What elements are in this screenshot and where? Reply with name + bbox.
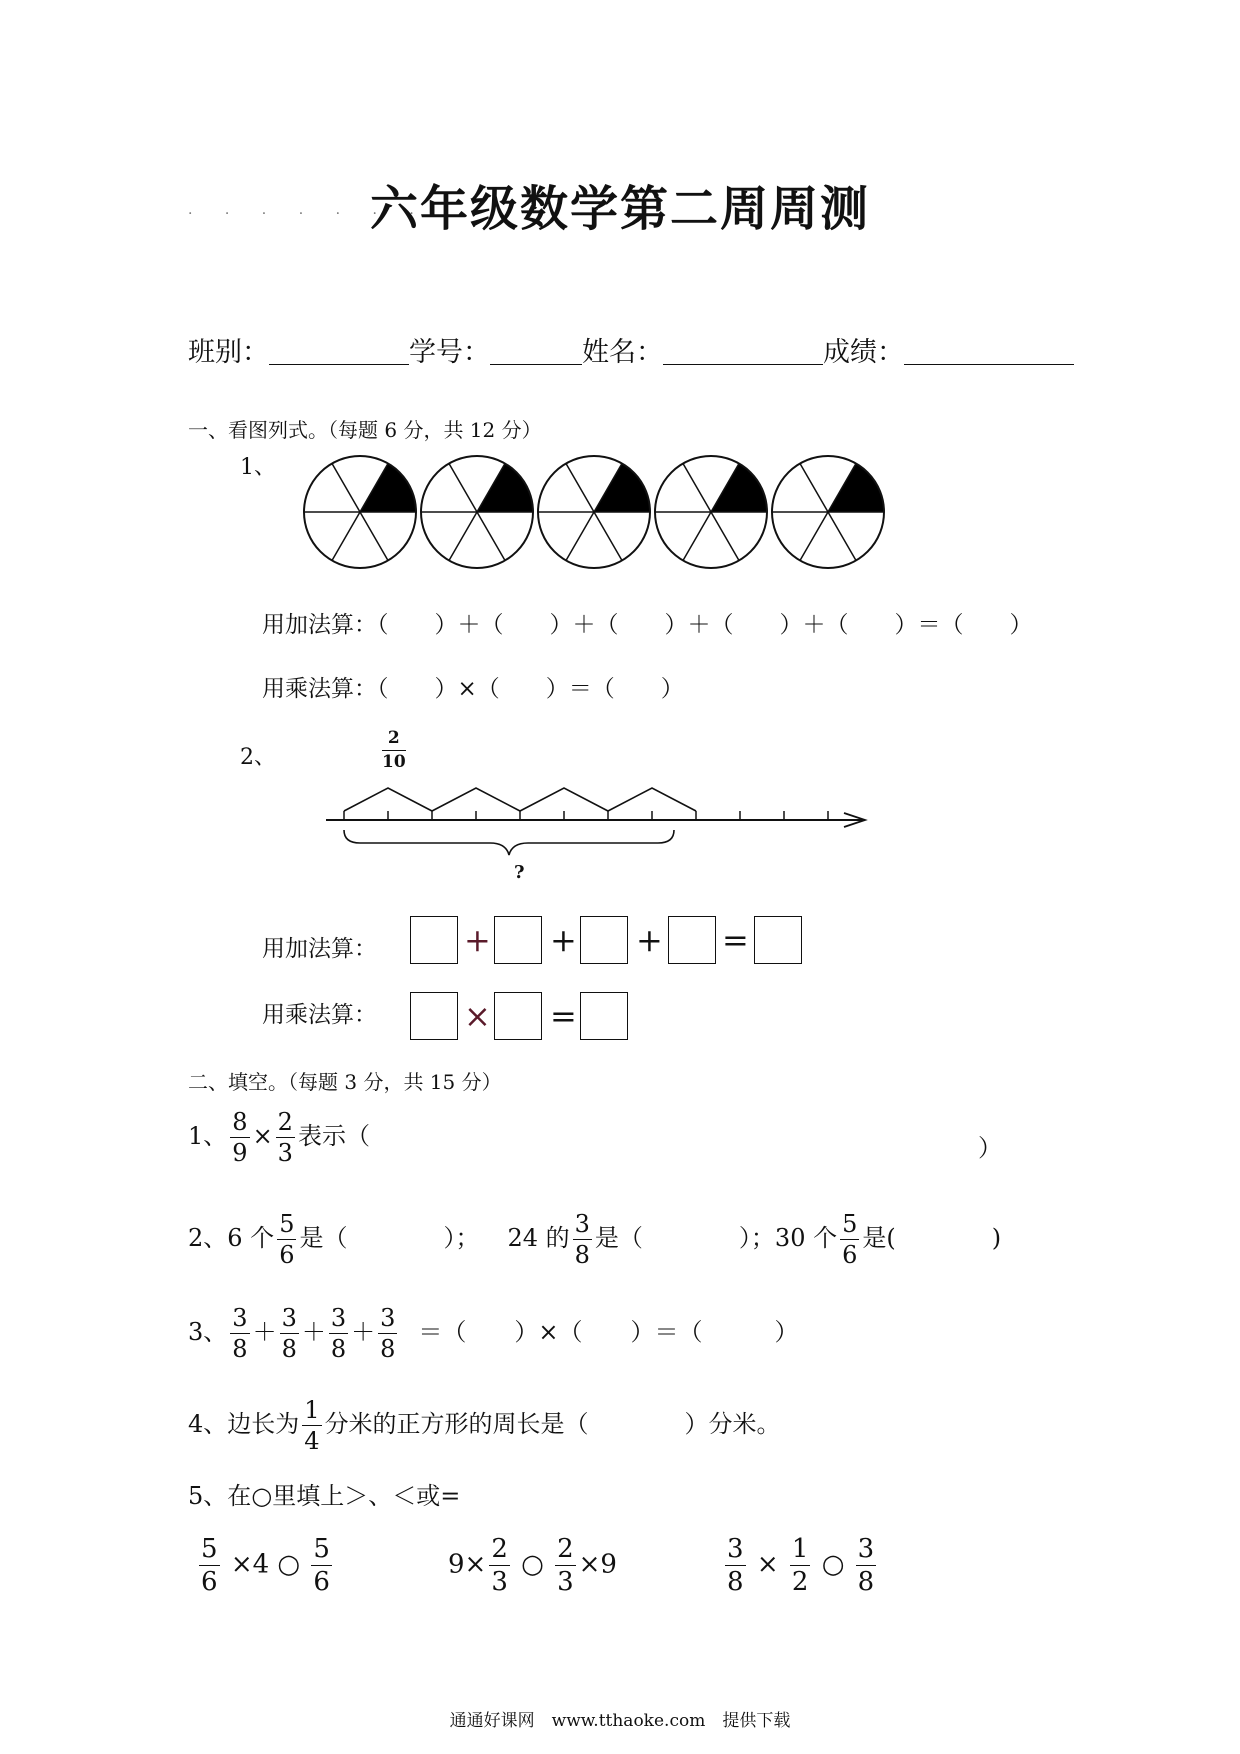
fraction [725, 1536, 746, 1595]
s2-q4-blank[interactable]: 分米的正方形的周长是（ ）分米。 [324, 1410, 781, 1438]
fraction [856, 1536, 877, 1595]
numerator: 3 [727, 1534, 744, 1564]
segment-fraction [382, 730, 406, 771]
class-label: 班别： [188, 337, 269, 368]
shaded-sector [711, 464, 767, 512]
answer-box[interactable] [494, 916, 542, 964]
denominator: 3 [277, 1139, 293, 1167]
numerator: 5 [842, 1210, 858, 1238]
s1-q2-multiplication-label: 用乘法算： [262, 1002, 377, 1028]
s2-q4 [188, 1398, 781, 1453]
denominator: 8 [330, 1335, 347, 1363]
s2-q3 [188, 1306, 799, 1361]
denominator: 6 [842, 1241, 858, 1269]
s2-q3-label: 3、 [188, 1318, 228, 1346]
answer-box[interactable] [580, 992, 628, 1040]
fraction [277, 1212, 296, 1267]
denominator: 8 [574, 1241, 590, 1269]
s2-q5-expression-3 [722, 1536, 879, 1595]
s2-q3-blanks[interactable]: ＝（ ）×（ ）＝（ ） [418, 1318, 799, 1346]
numerator: 2 [491, 1534, 508, 1564]
numerator: 2 [277, 1108, 293, 1136]
s2-q2-b-blank[interactable]: 是（ ）； [594, 1224, 775, 1252]
plus-sign: + [550, 921, 577, 959]
shaded-sector [360, 464, 416, 512]
s2-q5-label: 5、 [188, 1482, 228, 1510]
answer-box[interactable] [754, 916, 802, 964]
s1-q1-label: 1、 [240, 455, 276, 480]
score-label: 成绩： [823, 337, 904, 368]
times-sign: × [464, 997, 491, 1035]
fraction [573, 1212, 592, 1267]
denominator: 8 [281, 1335, 297, 1363]
fraction-circle [772, 456, 884, 568]
fraction [311, 1536, 332, 1595]
times-sign: × [252, 1122, 273, 1150]
s2-q5 [188, 1476, 460, 1511]
fraction-circle [304, 456, 416, 568]
numerator: 3 [281, 1304, 297, 1332]
fraction [302, 1398, 321, 1453]
fraction [378, 1306, 397, 1361]
expression-suffix: ×9 [578, 1549, 617, 1580]
equals-sign: = [722, 921, 749, 959]
numerator: 5 [279, 1210, 295, 1238]
shaded-sector [477, 464, 533, 512]
s2-q2-label: 2、 [188, 1224, 228, 1252]
s2-q5-text: 在○里填上＞、＜或= [227, 1482, 461, 1510]
multiplication-expression[interactable]: （ ）×（ ）＝（ ） [377, 676, 684, 702]
fraction [230, 1110, 249, 1165]
s2-q1 [188, 1110, 370, 1165]
numerator: 5 [313, 1534, 330, 1564]
numerator: 8 [232, 1108, 248, 1136]
s1-q1-addition [262, 606, 1033, 639]
s1-q2-addition-label: 用加法算： [262, 936, 377, 962]
title-dots: · · · · · · · [188, 206, 428, 222]
s2-q2 [188, 1212, 1001, 1267]
s2-q2-a-pre: 6 个 [227, 1224, 275, 1252]
brace-question-mark: ? [514, 862, 525, 883]
compare-circle[interactable]: ○ [821, 1549, 845, 1580]
compare-circle[interactable]: ○ [521, 1549, 544, 1580]
student-info-line [188, 330, 1074, 369]
numerator: 3 [330, 1304, 347, 1332]
s2-q1-text: 表示（ [297, 1122, 370, 1150]
class-blank[interactable] [269, 338, 409, 365]
denominator: 8 [232, 1335, 248, 1363]
numerator: 1 [791, 1534, 809, 1564]
section2-heading: 二、填空。（每题 3 分，共 15 分） [188, 1070, 502, 1094]
numerator: 3 [857, 1534, 875, 1564]
compare-circle[interactable]: ×4 ○ [230, 1549, 301, 1580]
denominator: 6 [201, 1567, 218, 1597]
shaded-sector [828, 464, 884, 512]
answer-box[interactable] [580, 916, 628, 964]
s2-q5-expression-2 [448, 1536, 617, 1595]
fraction [329, 1306, 348, 1361]
denominator: 8 [380, 1335, 396, 1363]
number-blank[interactable] [490, 338, 582, 365]
numerator: 3 [574, 1210, 590, 1238]
equals-sign: = [550, 997, 577, 1035]
s2-q2-c-blank[interactable]: 是( ) [862, 1224, 1002, 1252]
answer-box[interactable] [668, 916, 716, 964]
plus-sign: + [464, 921, 491, 959]
denominator: 3 [557, 1567, 574, 1597]
s2-q5-expression-1 [196, 1536, 335, 1595]
score-blank[interactable] [904, 338, 1074, 365]
fraction [230, 1306, 249, 1361]
plus-sign: + [636, 921, 663, 959]
plus-sign: ＋ [301, 1318, 326, 1346]
denominator: 9 [232, 1139, 248, 1167]
s2-q2-a-blank[interactable]: 是（ ）； [299, 1224, 480, 1252]
multiplication-label: 用乘法算： [262, 676, 377, 702]
page-title: 六年级数学第二周周测 [369, 181, 870, 237]
denominator: 2 [791, 1567, 809, 1597]
fraction [555, 1536, 576, 1595]
name-blank[interactable] [663, 338, 823, 365]
denominator: 8 [727, 1567, 744, 1597]
fraction-circle [655, 456, 767, 568]
s2-q2-b-pre: 24 的 [507, 1224, 570, 1252]
plus-sign: ＋ [351, 1318, 376, 1346]
answer-box[interactable] [410, 916, 458, 964]
segment-hop [432, 788, 520, 811]
s2-q4-pre: 边长为 [227, 1410, 300, 1438]
plus-sign: ＋ [252, 1318, 277, 1346]
number-label: 学号： [409, 337, 490, 368]
fraction-circle [421, 456, 533, 568]
times-sign: × [756, 1549, 779, 1580]
answer-box[interactable] [494, 992, 542, 1040]
answer-box[interactable] [410, 992, 458, 1040]
fraction-circles [300, 450, 920, 580]
numerator: 1 [304, 1396, 320, 1424]
fraction [199, 1536, 220, 1595]
shaded-sector [594, 464, 650, 512]
name-label: 姓名： [582, 337, 663, 368]
numerator: 5 [201, 1534, 218, 1564]
s2-q2-c-pre: 30 个 [774, 1224, 838, 1252]
addition-expression[interactable]: （ ）＋（ ）＋（ ）＋（ ）＋（ ）＝（ ） [377, 612, 1033, 638]
segment-hop [608, 788, 696, 811]
fraction [276, 1110, 295, 1165]
fraction [840, 1212, 859, 1267]
section1-heading: 一、看图列式。（每题 6 分，共 12 分） [188, 418, 542, 442]
s1-q2-label: 2、 [240, 745, 276, 770]
fraction-circle [538, 456, 650, 568]
numerator: 3 [232, 1304, 248, 1332]
denominator: 3 [491, 1567, 508, 1597]
denominator: 4 [304, 1427, 320, 1455]
numerator: 3 [380, 1304, 396, 1332]
fraction [280, 1306, 299, 1361]
footer-credit: 通通好课网 www.tthaoke.com 提供下载 [449, 1711, 791, 1731]
addition-label: 用加法算： [262, 612, 377, 638]
denominator: 6 [279, 1241, 295, 1269]
numerator: 2 [557, 1534, 574, 1564]
s2-q4-label: 4、 [188, 1410, 228, 1438]
segment-fraction-numerator: 2 [387, 728, 400, 748]
denominator: 6 [313, 1567, 330, 1597]
segment-fraction-denominator: 10 [382, 752, 406, 772]
s2-q1-close-paren: ） [978, 1134, 1002, 1162]
expression-prefix: 9× [448, 1549, 487, 1580]
denominator: 8 [857, 1567, 875, 1597]
segment-hop [520, 788, 608, 811]
question-brace [344, 830, 674, 855]
fraction [489, 1536, 510, 1595]
fraction [790, 1536, 811, 1595]
number-line [320, 775, 880, 895]
s1-q1-multiplication [262, 670, 684, 703]
s2-q1-label: 1、 [188, 1122, 228, 1150]
segment-hop [344, 788, 432, 811]
